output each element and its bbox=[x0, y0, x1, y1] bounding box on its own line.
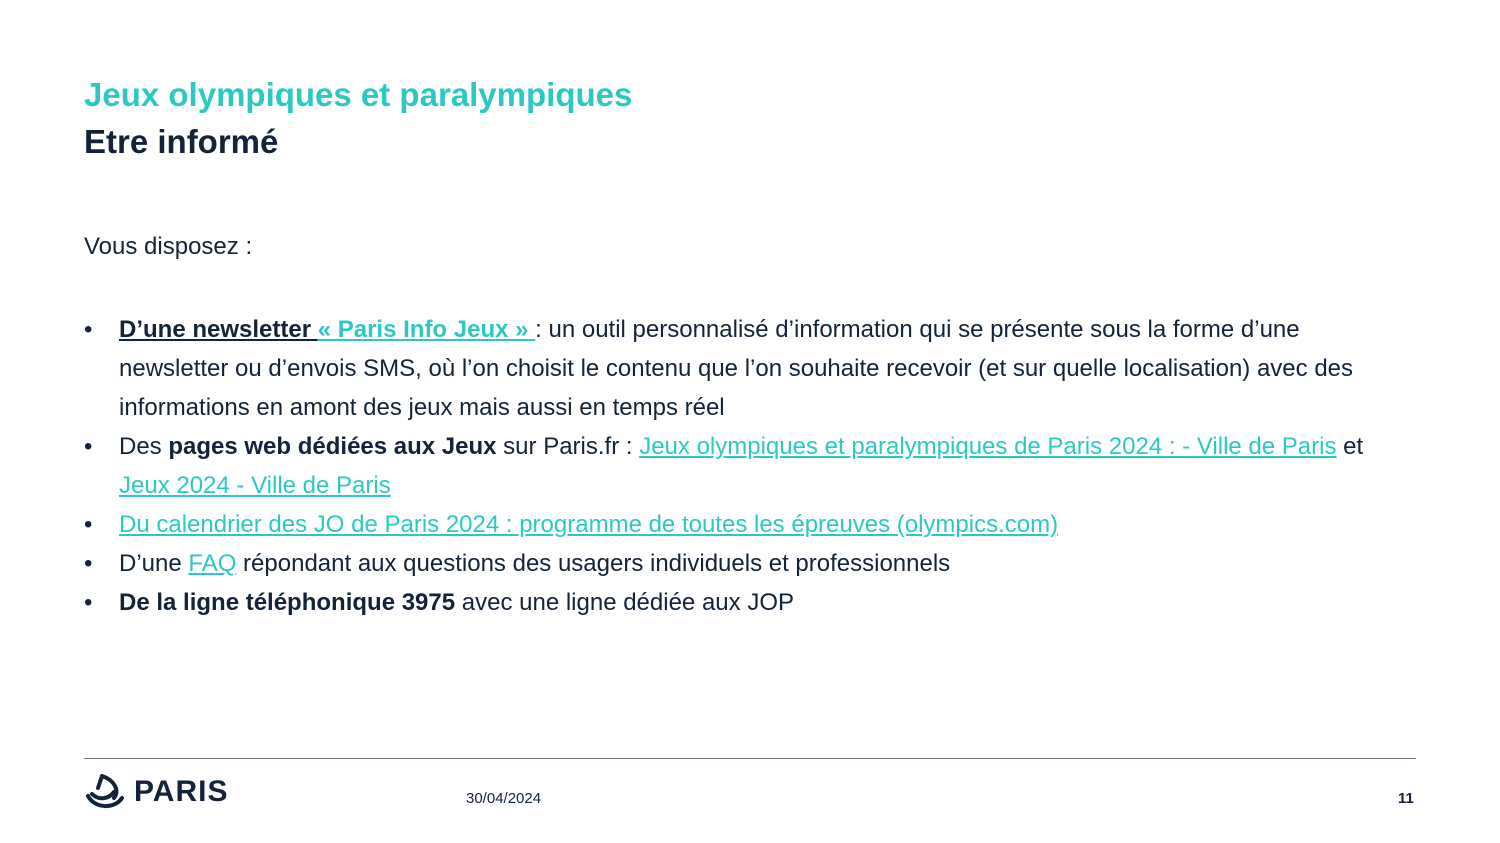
list-item-faq bbox=[84, 544, 1384, 583]
faq-link[interactable]: FAQ bbox=[188, 550, 237, 577]
page-subtitle: Etre informé bbox=[84, 123, 279, 160]
bullet-icon: • bbox=[84, 316, 93, 343]
page-number: 11 bbox=[1398, 790, 1414, 807]
bullet-icon: • bbox=[84, 433, 93, 460]
list-item-phone bbox=[84, 583, 1384, 622]
web-pages-bold: pages web dédiées aux Jeux bbox=[168, 433, 497, 460]
jeux-2024-link[interactable]: Jeux 2024 - Ville de Paris bbox=[119, 472, 391, 499]
faq-description: répondant aux questions des usagers individuels et professionnels bbox=[236, 550, 951, 577]
intro-text: Vous disposez : bbox=[84, 233, 253, 260]
phone-line-description: avec une ligne dédiée aux JOP bbox=[455, 589, 794, 616]
footer-date: 30/04/2024 bbox=[466, 790, 542, 807]
list-item-calendar bbox=[84, 505, 1384, 544]
calendar-link[interactable]: Du calendrier des JO de Paris 2024 : programme de toutes les épreuves (olympics.com) bbox=[119, 511, 1059, 538]
bullet-icon: • bbox=[84, 550, 93, 577]
paris-logo bbox=[84, 772, 228, 812]
footer-divider bbox=[84, 758, 1416, 759]
logo-text: PARIS bbox=[134, 775, 229, 808]
phone-line-bold: De la ligne téléphonique 3975 bbox=[119, 589, 456, 616]
faq-prefix: D’une bbox=[119, 550, 189, 577]
newsletter-description: : un outil personnalisé d’information qui se présente sous la forme d’une newsletter ou d’envois SMS, où l’on choisit le contenu que l’on souhaite recevoir (et sur quelle localisation) avec des informations en amont des jeux mais aussi en temps réel bbox=[119, 316, 1354, 421]
web-pages-and: et bbox=[1336, 433, 1364, 460]
newsletter-link-label[interactable]: D’une newsletter bbox=[119, 316, 318, 343]
paris-info-jeux-link[interactable]: « Paris Info Jeux » bbox=[317, 316, 536, 343]
page-title: Jeux olympiques et paralympiques bbox=[84, 76, 633, 113]
bullet-icon: • bbox=[84, 589, 93, 616]
list-item-web-pages bbox=[84, 427, 1384, 505]
bullet-icon: • bbox=[84, 511, 93, 538]
info-list bbox=[84, 310, 1384, 622]
jop-paris-2024-link[interactable]: Jeux olympiques et paralympiques de Paris 2024 : - Ville de Paris bbox=[639, 433, 1337, 460]
web-pages-prefix: Des bbox=[119, 433, 169, 460]
paris-boat-emblem-icon bbox=[84, 772, 126, 812]
web-pages-mid: sur Paris.fr : bbox=[496, 433, 640, 460]
list-item-newsletter bbox=[84, 310, 1384, 427]
